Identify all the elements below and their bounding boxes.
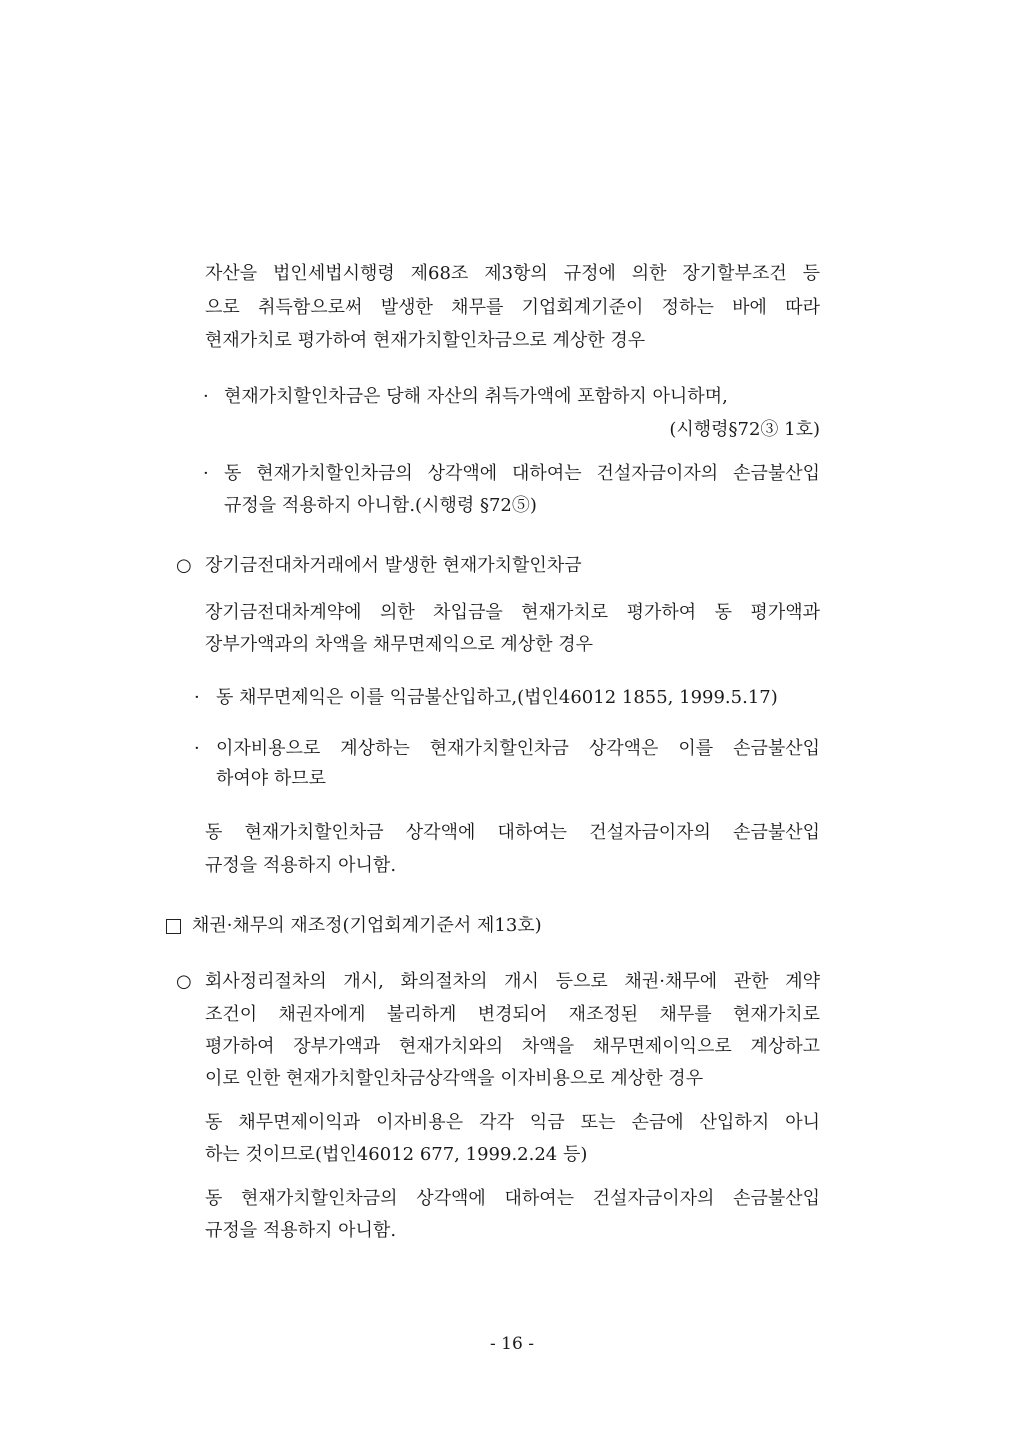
- circle-marker: ○: [176, 555, 192, 576]
- bullet2-text-line-2: 규정을 적용하지 아니함.(시행령 §72⑤): [224, 495, 537, 516]
- bullet2-text-line-1: 동 현재가치할인차금의 상각액에 대하여는 건설자금이자의 손금불산입: [224, 463, 820, 484]
- bullet-marker: ·: [203, 463, 209, 484]
- section2-conclusion-line-1: 동 현재가치할인차금 상각액에 대하여는 건설자금이자의 손금불산입: [205, 822, 820, 843]
- page-number: - 16 -: [490, 1334, 534, 1354]
- section3-para-line-1: 회사정리절차의 개시, 화의절차의 개시 등으로 채권·채무에 관한 계약: [205, 971, 820, 992]
- section2-bullet-2-line-1: 이자비용으로 계상하는 현재가치할인차금 상각액은 이를 손금불산입: [216, 738, 820, 759]
- intro-line-1: 자산을 법인세법시행령 제68조 제3항의 규정에 의한 장기할부조건 등: [205, 263, 820, 284]
- bullet-marker: ·: [203, 386, 209, 407]
- section2-para-line-1: 장기금전대차계약에 의한 차입금을 현재가치로 평가하여 동 평가액과: [205, 602, 820, 623]
- section2-para-line-2: 장부가액과의 차액을 채무면제익으로 계상한 경우: [205, 634, 594, 655]
- section3-heading: 채권·채무의 재조정(기업회계기준서 제13호): [192, 915, 542, 936]
- section3-para3-line-2: 규정을 적용하지 아니함.: [205, 1220, 397, 1241]
- section2-heading: 장기금전대차거래에서 발생한 현재가치할인차금: [205, 555, 582, 576]
- bullet-marker: ·: [194, 738, 200, 759]
- section3-para3-line-1: 동 현재가치할인차금의 상각액에 대하여는 건설자금이자의 손금불산입: [205, 1188, 820, 1209]
- bullet1-reference: (시행령§72③ 1호): [669, 419, 820, 440]
- bullet-marker: ·: [194, 687, 200, 708]
- bullet1-text: 현재가치할인차금은 당해 자산의 취득가액에 포함하지 아니하며,: [224, 386, 728, 407]
- section2-bullet-1: 동 채무면제익은 이를 익금불산입하고,(법인46012 1855, 1999.5.17): [216, 687, 778, 708]
- intro-line-3: 현재가치로 평가하여 현재가치할인차금으로 계상한 경우: [205, 330, 646, 351]
- checkbox-square-icon: [166, 919, 181, 934]
- section3-para-line-3: 평가하여 장부가액과 현재가치와의 차액을 채무면제이익으로 계상하고: [205, 1036, 820, 1057]
- section3-para2-line-2: 하는 것이므로(법인46012 677, 1999.2.24 등): [205, 1144, 588, 1165]
- intro-line-2: 으로 취득함으로써 발생한 채무를 기업회계기준이 정하는 바에 따라: [205, 297, 820, 318]
- section3-para-line-4: 이로 인한 현재가치할인차금상각액을 이자비용으로 계상한 경우: [205, 1068, 704, 1089]
- section2-conclusion-line-2: 규정을 적용하지 아니함.: [205, 855, 397, 876]
- circle-marker: ○: [176, 971, 192, 992]
- section3-para2-line-1: 동 채무면제이익과 이자비용은 각각 익금 또는 손금에 산입하지 아니: [205, 1112, 820, 1133]
- section3-para-line-2: 조건이 채권자에게 불리하게 변경되어 재조정된 채무를 현재가치로: [205, 1004, 820, 1025]
- section2-bullet-2-line-2: 하여야 하므로: [216, 768, 327, 789]
